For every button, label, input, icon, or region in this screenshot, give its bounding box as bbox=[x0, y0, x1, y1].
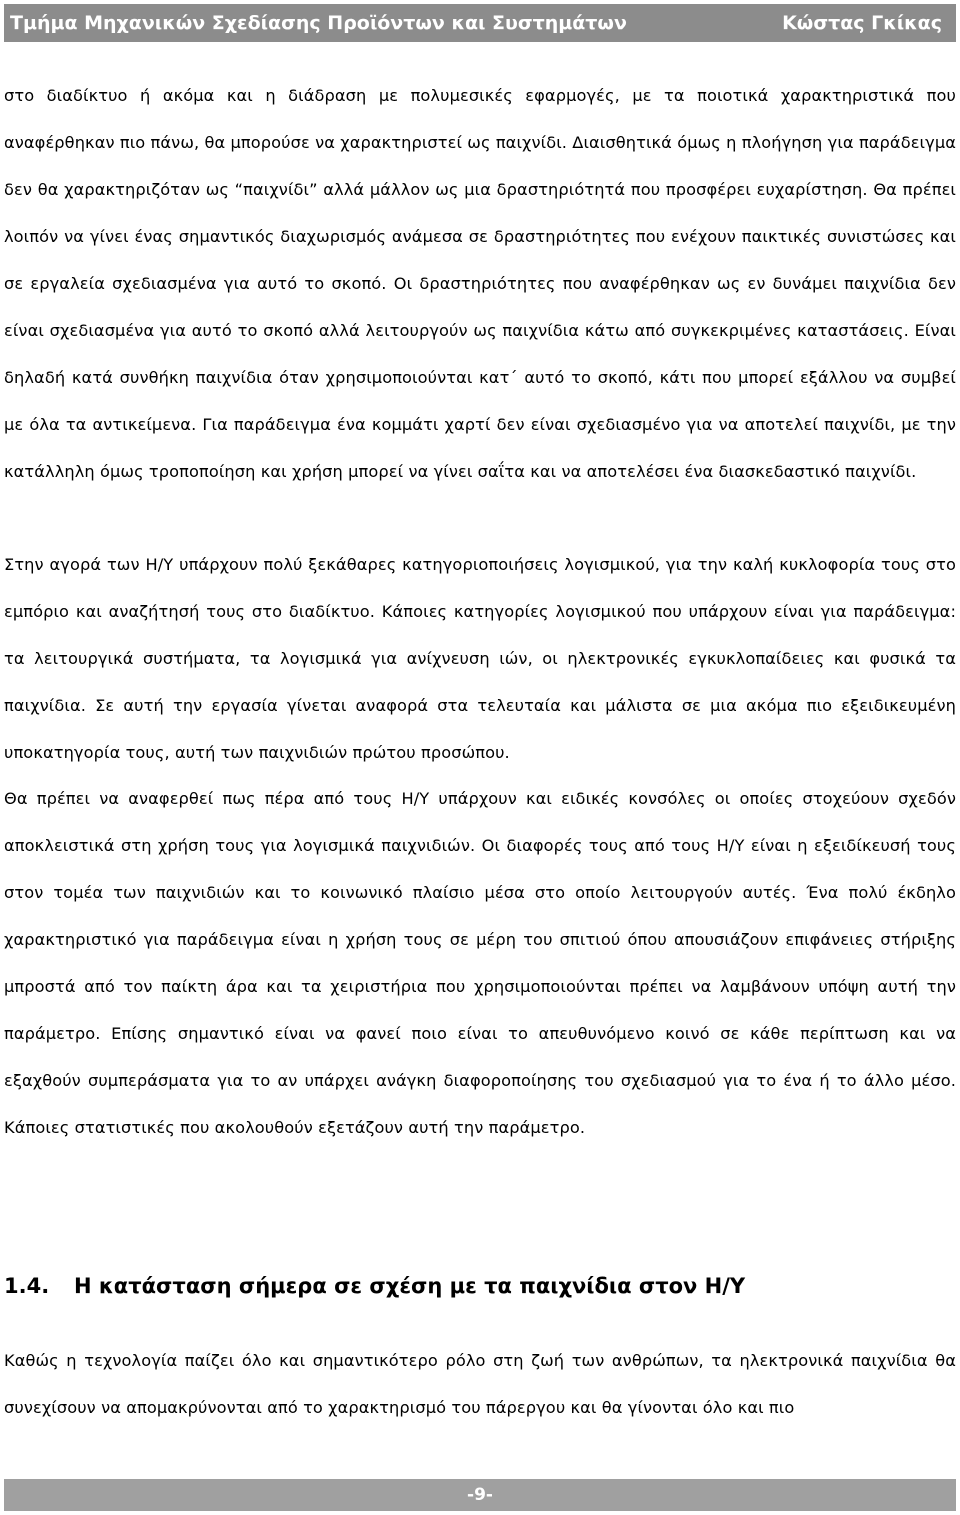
paragraph-text: Θα πρέπει να αναφερθεί πως πέρα από τους Η/Υ υπάρχουν και ειδικές κονσόλες οι οποίες στοχεύουν σχεδόν αποκλειστικά στη χρήση τους για λογισμικά παιχνιδιών. Οι διαφορές τους από τους Η/Υ είναι η εξειδίκευσή τους στον τομέα των παιχνιδιών και το κοινωνικό πλαίσιο μέσα στο οποίο λειτουργούν αυτές. Ένα πολύ έκδηλο χαρακτηριστικό για παράδειγμα είναι η χρήση τους σε μέρη του σπιτιού όπου απουσιάζουν επιφάνειες στήριξης μπροστά από τον παίκτη άρα και τα χειριστήρια που χρησιμοποιούνται πρέπει να λαμβάνουν υπόψη αυτή την παράμετρο. Επίσης σημαντικό είναι να φανεί ποιο είναι το απευθυνόμενο κοινό σε κάθε περίπτωση και να εξαχθούν συμπεράσματα για το αν υπάρχει ανάγκη διαφοροποίησης του σχεδιασμού για το ένα ή το άλλο μέσο. Κάποιες στατιστικές που ακολουθούν εξετάζουν αυτή την παράμετρο. bbox=[4, 789, 956, 1137]
paragraph-2 bbox=[4, 541, 956, 776]
author-name: Κώστας Γκίκας bbox=[782, 12, 942, 34]
section-paragraph bbox=[4, 1337, 956, 1431]
section-number: 1.4. bbox=[4, 1274, 50, 1298]
section-title: Η κατάσταση σήμερα σε σχέση με τα παιχνίδια στον Η/Υ bbox=[74, 1274, 746, 1298]
section-heading bbox=[4, 1268, 745, 1304]
page-footer bbox=[4, 1479, 956, 1511]
paragraph-text: Καθώς η τεχνολογία παίζει όλο και σημαντικότερο ρόλο στη ζωή των ανθρώπων, τα ηλεκτρονικά παιχνίδια θα συνεχίσουν να απομακρύνονται από το χαρακτηρισμό του πάρεργου και θα γίνονται όλο και πιο bbox=[4, 1351, 956, 1417]
paragraph-3 bbox=[4, 775, 956, 1151]
paragraph-text: Στην αγορά των Η/Υ υπάρχουν πολύ ξεκάθαρες κατηγοριοποιήσεις λογισμικού, για την καλή κυκλοφορία τους στο εμπόριο και αναζήτησή τους στο διαδίκτυο. Κάποιες κατηγορίες λογισμικού που υπάρχουν είναι για παράδειγμα: τα λειτουργικά συστήματα, τα λογισμικά για ανίχνευση ιών, οι ηλεκτρονικές εγκυκλοπαίδειες και φυσικά τα παιχνίδια. Σε αυτή την εργασία γίνεται αναφορά στα τελευταία και μάλιστα σε μια ακόμα πιο εξειδικευμένη υποκατηγορία τους, αυτή των παιχνιδιών πρώτου προσώπου. bbox=[4, 555, 956, 762]
page-header bbox=[4, 4, 956, 42]
paragraph-text: στο διαδίκτυο ή ακόμα και η διάδραση με πολυμεσικές εφαρμογές, με τα ποιοτικά χαρακτηριστικά που αναφέρθηκαν πιο πάνω, θα μπορούσε να χαρακτηριστεί ως παιχνίδι. Διαισθητικά όμως η πλοήγηση για παράδειγμα δεν θα χαρακτηριζόταν ως “παιχνίδι” αλλά μάλλον ως μια δραστηριότητά που προσφέρει ευχαρίστηση. Θα πρέπει λοιπόν να γίνει ένας σημαντικός διαχωρισμός ανάμεσα σε δραστηριότητες που ενέχουν παικτικές συνιστώσες και σε εργαλεία σχεδιασμένα για αυτό το σκοπό. Οι δραστηριότητες που αναφέρθηκαν ως εν δυνάμει παιχνίδια δεν είναι σχεδιασμένα για αυτό το σκοπό αλλά λειτουργούν ως παιχνίδια κάτω από συγκεκριμένες καταστάσεις. Είναι δηλαδή κατά συνθήκη παιχνίδια όταν χρησιμοποιούνται κατ΄ αυτό το σκοπό, κάτι που μπορεί εξάλλου να συμβεί με όλα τα αντικείμενα. Για παράδειγμα ένα κομμάτι χαρτί δεν είναι σχεδιασμένο για να αποτελεί παιχνίδι, με την κατάλληλη όμως τροποποίηση και χρήση μπορεί να γίνει σαΐτα και να αποτελέσει ένα διασκεδαστικό παιχνίδι. bbox=[4, 86, 956, 481]
department-name: Τμήμα Μηχανικών Σχεδίασης Προϊόντων και Συστημάτων bbox=[10, 12, 627, 34]
paragraph-1 bbox=[4, 72, 956, 495]
page-number: -9- bbox=[467, 1485, 493, 1505]
